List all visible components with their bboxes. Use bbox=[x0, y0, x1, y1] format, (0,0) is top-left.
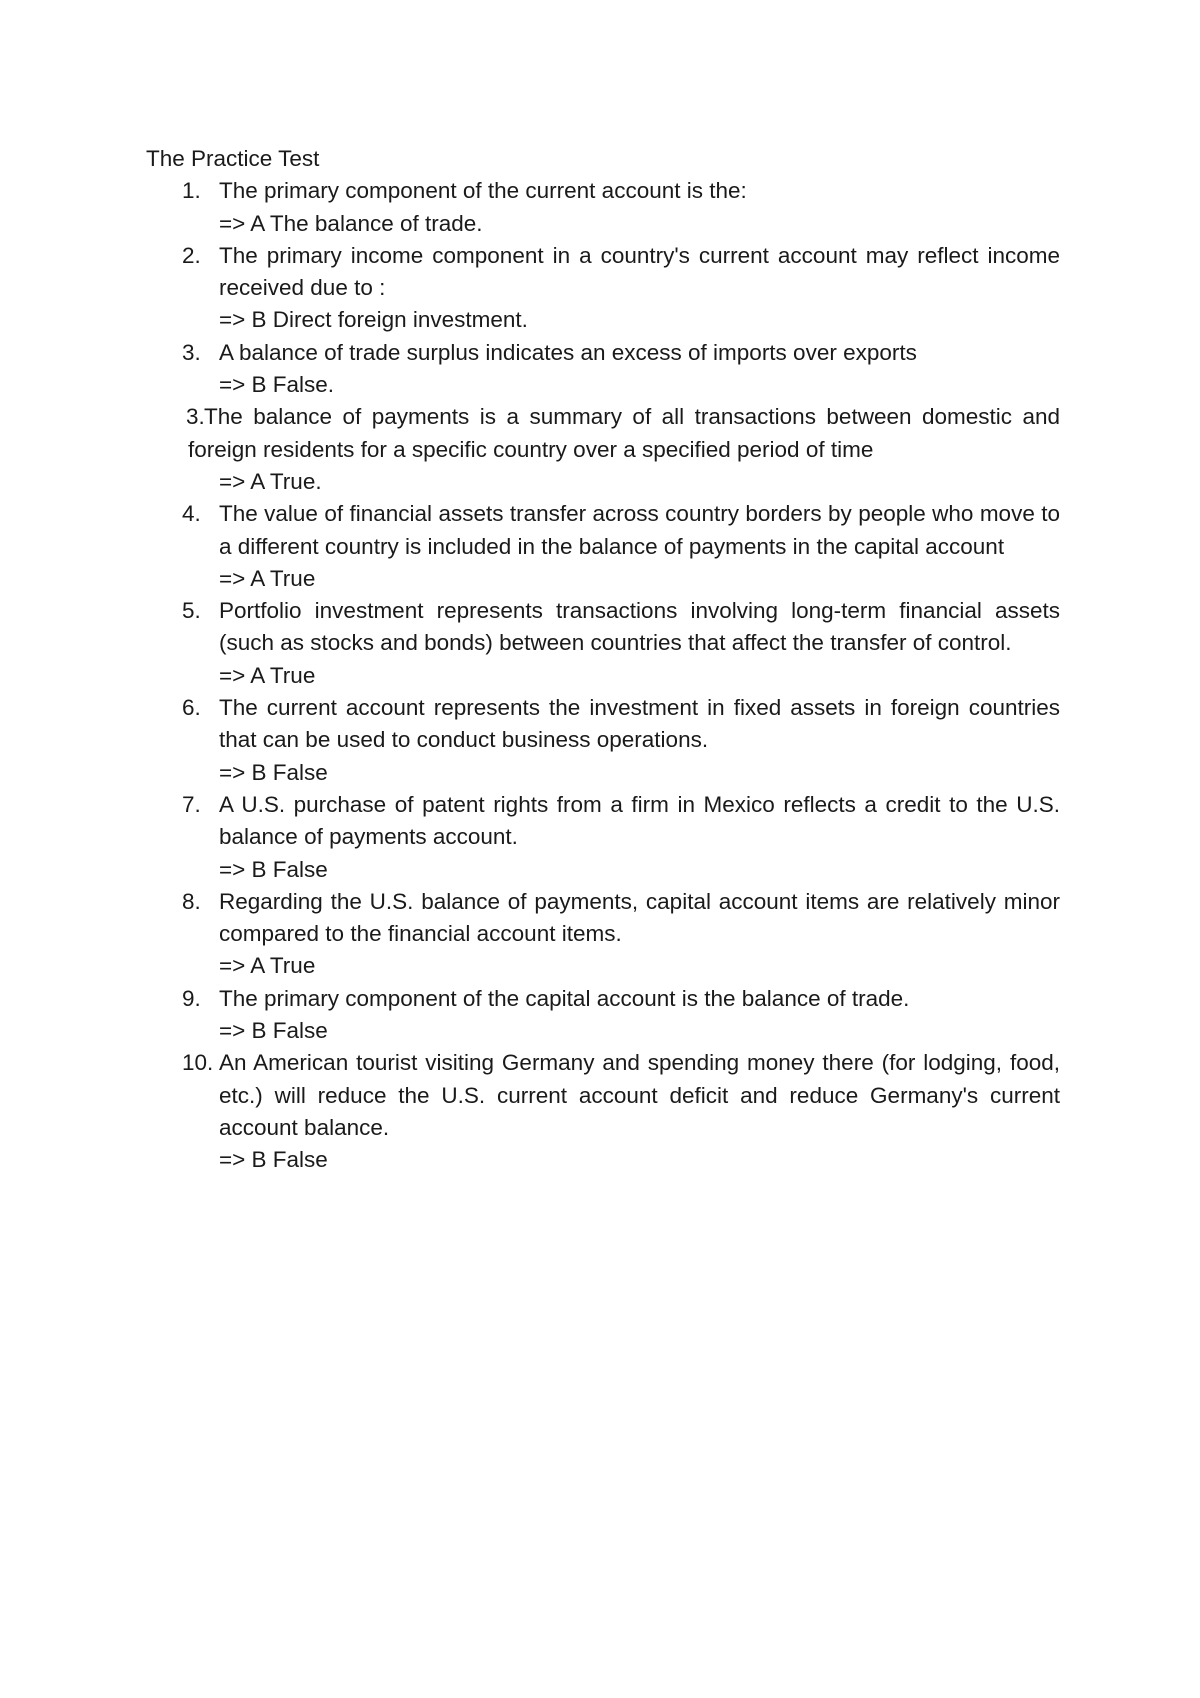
question-item bbox=[146, 886, 1060, 983]
question-answer: => A The balance of trade. bbox=[219, 210, 483, 236]
document-title: The Practice Test bbox=[146, 146, 320, 171]
question-number: 2. bbox=[182, 242, 201, 268]
question-number: 10. bbox=[182, 1050, 214, 1076]
question-number: 6. bbox=[182, 695, 201, 721]
question-number: 5. bbox=[182, 598, 201, 624]
question-answer: => A True. bbox=[219, 468, 322, 494]
question-text: An American tourist visiting Germany and spending money there (for lodging, food, etc.) will reduce the U.S. current account deficit and reduce Germany's current account balance. bbox=[219, 1050, 1060, 1140]
question-answer: => A True bbox=[219, 662, 316, 688]
question-text: A U.S. purchase of patent rights from a firm in Mexico reflects a credit to the U.S. balance of payments account. bbox=[219, 791, 1060, 850]
question-text: The primary income component in a country's current account may reflect income received due to : bbox=[219, 242, 1060, 301]
question-text: A balance of trade surplus indicates an excess of imports over exports bbox=[219, 339, 917, 365]
question-item bbox=[146, 692, 1060, 789]
question-answer: => B Direct foreign investment. bbox=[219, 307, 528, 333]
question-item bbox=[146, 337, 1060, 402]
question-item bbox=[146, 240, 1060, 337]
question-number: 4. bbox=[182, 501, 201, 527]
question-text: The current account represents the investment in fixed assets in foreign countries that can be used to conduct business operations. bbox=[219, 695, 1060, 753]
question-text: Regarding the U.S. balance of payments, capital account items are relatively minor compared to the financial account items. bbox=[219, 888, 1060, 947]
question-item bbox=[146, 595, 1060, 692]
question-number: 3. bbox=[186, 404, 205, 430]
question-answer: => B False. bbox=[219, 372, 335, 398]
question-text: The value of financial assets transfer across country borders by people who move to a different country is included in the balance of payments in the capital account bbox=[219, 501, 1060, 559]
question-answer: => B False bbox=[219, 1147, 328, 1173]
question-number: 7. bbox=[182, 791, 201, 817]
question-text: The primary component of the capital account is the balance of trade. bbox=[219, 985, 910, 1011]
question-number: 3. bbox=[182, 339, 201, 365]
question-answer: => B False bbox=[219, 1018, 328, 1044]
question-item bbox=[146, 789, 1060, 886]
question-item bbox=[146, 1047, 1060, 1176]
question-number: 8. bbox=[182, 888, 201, 914]
question-item bbox=[146, 401, 1060, 498]
question-answer: => A True bbox=[219, 565, 316, 591]
question-item bbox=[146, 498, 1060, 595]
question-answer: => B False bbox=[219, 759, 328, 785]
question-text: The balance of payments is a summary of all transactions between domestic and foreign residents for a specific country over a specified period of time bbox=[188, 404, 1060, 462]
question-number: 9. bbox=[182, 985, 201, 1011]
document-body bbox=[146, 143, 1060, 1177]
question-text: Portfolio investment represents transactions involving long-term financial assets (such as stocks and bonds) between countries that affect the transfer of control. bbox=[219, 598, 1060, 656]
question-answer: => B False bbox=[219, 856, 328, 882]
question-number: 1. bbox=[182, 178, 201, 204]
question-text: The primary component of the current account is the: bbox=[219, 178, 747, 204]
question-item bbox=[146, 175, 1060, 240]
question-answer: => A True bbox=[219, 953, 316, 979]
question-item bbox=[146, 983, 1060, 1048]
